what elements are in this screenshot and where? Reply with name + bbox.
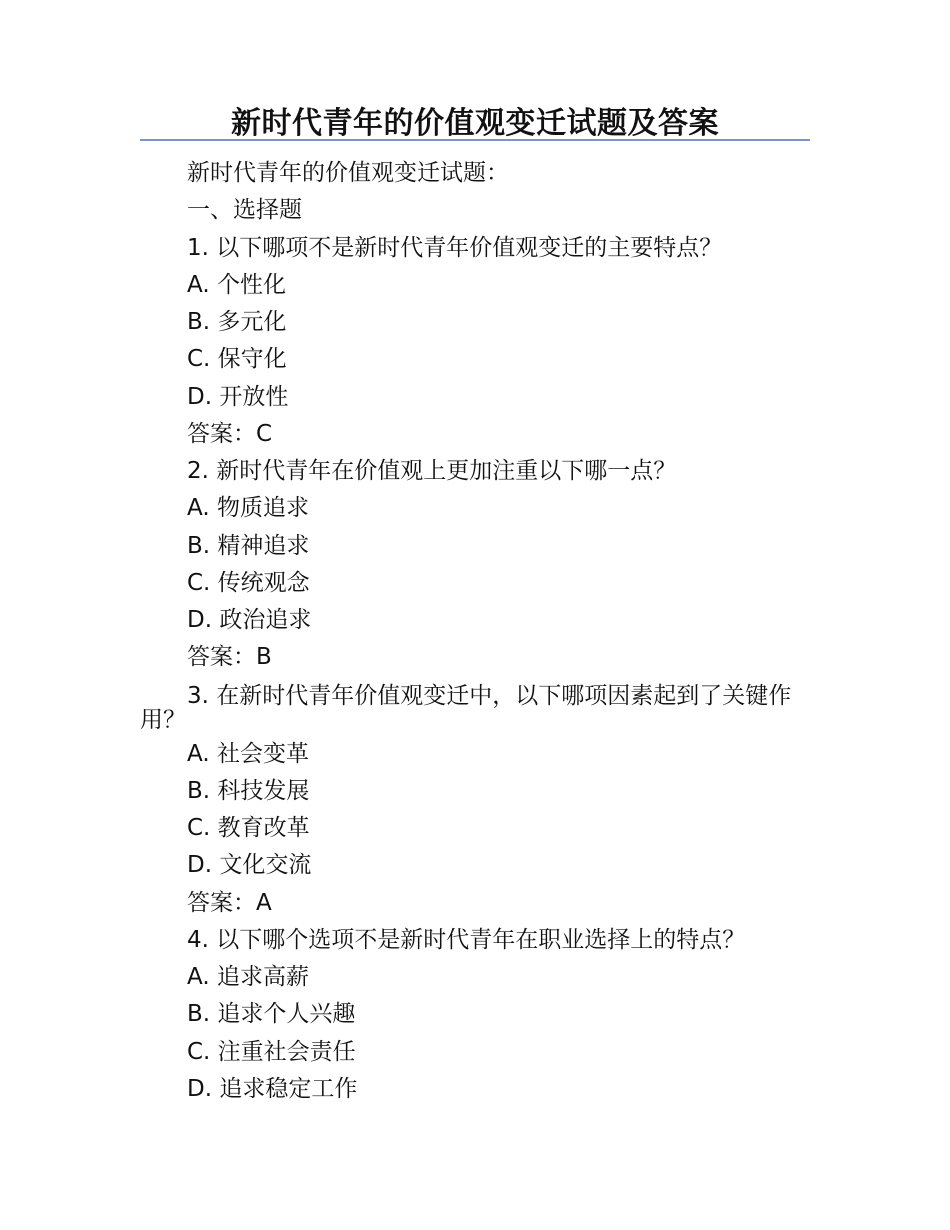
question-1-option-b: B. 多元化 [187, 309, 287, 335]
question-3-option-d: D. 文化交流 [187, 852, 312, 878]
question-3: 3. 在新时代青年价值观变迁中，以下哪项因素起到了关键作用？ [140, 683, 792, 733]
question-3-option-a: A. 社会变革 [187, 741, 309, 767]
question-1-option-c: C. 保守化 [187, 346, 287, 372]
question-1: 1. 以下哪项不是新时代青年价值观变迁的主要特点？ [187, 235, 723, 261]
question-2-option-c: C. 传统观念 [187, 570, 310, 596]
document-title: 新时代青年的价值观变迁试题及答案 [231, 106, 719, 141]
question-2-option-b: B. 精神追求 [187, 533, 310, 559]
question-4-option-c: C. 注重社会责任 [187, 1039, 356, 1065]
question-1-answer: 答案：C [187, 421, 273, 447]
question-2-answer: 答案：B [187, 644, 272, 670]
question-1-option-a: A. 个性化 [187, 272, 286, 298]
question-2-option-a: A. 物质追求 [187, 495, 309, 521]
title-underline [140, 139, 810, 141]
question-3-option-b: B. 科技发展 [187, 778, 310, 804]
question-3-answer: 答案：A [187, 890, 272, 916]
question-2-option-d: D. 政治追求 [187, 607, 312, 633]
intro-text: 新时代青年的价值观变迁试题： [187, 160, 509, 186]
question-4-option-d: D. 追求稳定工作 [187, 1076, 358, 1102]
section-heading: 一、选择题 [187, 197, 302, 223]
question-1-option-d: D. 开放性 [187, 384, 289, 410]
question-4-option-a: A. 追求高薪 [187, 964, 309, 990]
question-2: 2. 新时代青年在价值观上更加注重以下哪一点？ [187, 458, 677, 484]
question-4-option-b: B. 追求个人兴趣 [187, 1001, 356, 1027]
question-4: 4. 以下哪个选项不是新时代青年在职业选择上的特点？ [187, 927, 746, 953]
question-3-option-c: C. 教育改革 [187, 815, 310, 841]
